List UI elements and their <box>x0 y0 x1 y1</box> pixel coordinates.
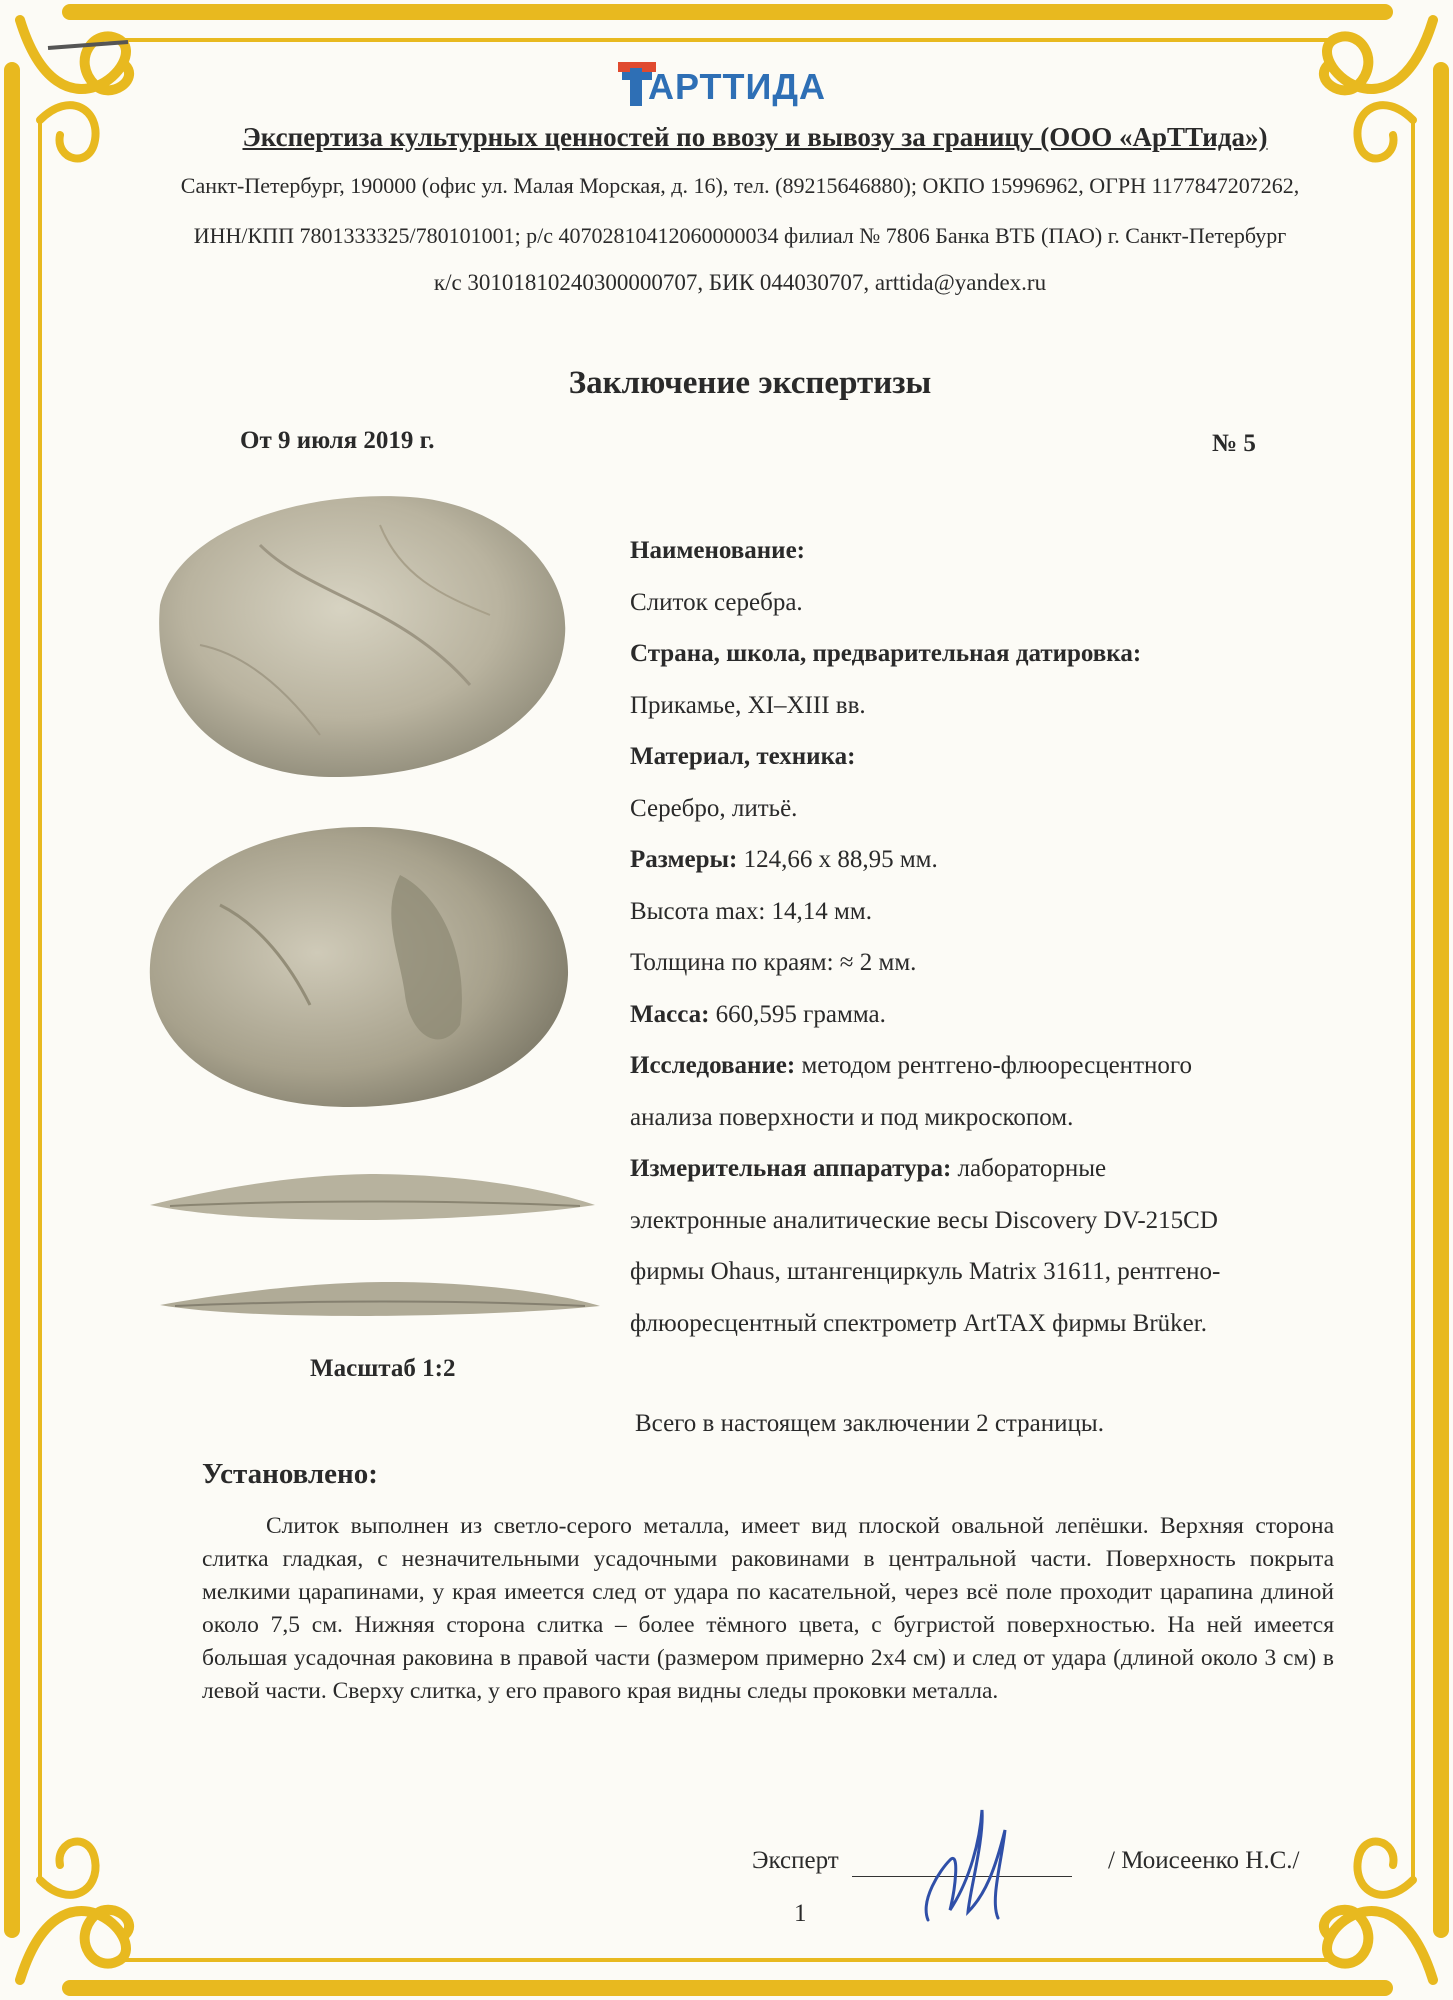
size-value: 124,66 х 88,95 мм. <box>743 846 938 873</box>
material-label: Материал, техника: <box>630 743 856 770</box>
address-line-2: ИНН/КПП 7801333325/780101001; р/с 40702810412060000034 филиал № 7806 Банка ВТБ (ПАО) г. Санкт-Петербург <box>193 223 1287 248</box>
equipment-value-4: флюоресцентный спектрометр ArtTAX фирмы Brüker. <box>630 1309 1207 1337</box>
item-info <box>630 525 1350 1349</box>
ingot-top-photo <box>140 485 580 795</box>
scale-label: Масштаб 1:2 <box>310 1355 456 1382</box>
equipment-label: Измерительная аппаратура: <box>630 1155 952 1182</box>
document-number: № 5 <box>1212 430 1256 457</box>
address-line-1: Санкт-Петербург, 190000 (офис ул. Малая Морская, д. 16), тел. (89215646880); ОКПО 15996962, ОГРН 1177847207262, <box>180 173 1300 198</box>
ingot-side-photo-1 <box>150 1160 600 1230</box>
handwritten-signature <box>910 1800 1020 1930</box>
logo-text: АРТТИДА <box>648 66 827 107</box>
research-value-1: методом рентгено-флюоресцентного <box>801 1052 1193 1079</box>
name-value: Слиток серебра. <box>630 588 803 616</box>
research-label: Исследование: <box>630 1052 796 1079</box>
document-title: Заключение экспертизы <box>568 365 932 401</box>
address-line-3: к/с 30101810240300000707, БИК 044030707, arttida@yandex.ru <box>433 270 1047 295</box>
country-label: Страна, школа, предварительная датировка: <box>630 640 1142 667</box>
size-label: Размеры: <box>630 846 738 873</box>
height-value: Высота max: 14,14 мм. <box>630 897 872 925</box>
findings-heading: Установлено: <box>202 1458 378 1490</box>
equipment-value-2: электронные аналитические весы Discovery DV-215CD <box>630 1206 1218 1234</box>
equipment-value-3: фирмы Ohaus, штангенциркуль Matrix 31611, рентгено- <box>630 1258 1221 1285</box>
mass-value: 660,595 грамма. <box>715 1000 886 1028</box>
findings-text <box>202 1510 1334 1708</box>
ingot-side-photo-2 <box>160 1270 600 1320</box>
page-number: 1 <box>794 1900 807 1927</box>
equipment-value-1: лабораторные <box>957 1155 1107 1182</box>
expert-name: / Моисеенко Н.С./ <box>1108 1847 1300 1874</box>
ingot-bottom-photo <box>140 815 580 1115</box>
document-date: От 9 июля 2019 г. <box>240 427 435 454</box>
country-value: Прикамье, XI–XIII вв. <box>630 691 866 719</box>
thickness-value: Толщина по краям: ≈ 2 мм. <box>630 949 917 976</box>
mass-label: Масса: <box>630 1000 710 1028</box>
arttida-logo <box>600 58 860 114</box>
material-value: Серебро, литьё. <box>630 794 798 822</box>
pages-note: Всего в настоящем заключении 2 страницы. <box>635 1410 1104 1437</box>
research-value-2: анализа поверхности и под микроскопом. <box>630 1103 1074 1131</box>
findings-paragraph: Слиток выполнен из светло-серого металла, имеет вид плоской овальной лепёшки. Верхняя сторона слитка гладкая, с незначительными усадочными раковинами в центральной части. Поверхность покрыта мелкими царапинами, у края имеется след от удара по касательной, через всё поле проходит царапина длиной около 7,5 см. Нижняя сторона слитка – более тёмного цвета, с бугристой поверхностью. На ней имеется большая усадочная раковина в правой части (размером примерно 2х4 см) и след от удара (длиной около 3 см) в левой части. Сверху слитка, у его правого края видны следы проковки металла. <box>202 1513 1334 1704</box>
expert-label: Эксперт <box>752 1847 839 1874</box>
name-label: Наименование: <box>630 537 805 564</box>
organization-title: Экспертиза культурных ценностей по ввозу и вывозу за границу (ООО «АрТТида») <box>242 122 1268 152</box>
